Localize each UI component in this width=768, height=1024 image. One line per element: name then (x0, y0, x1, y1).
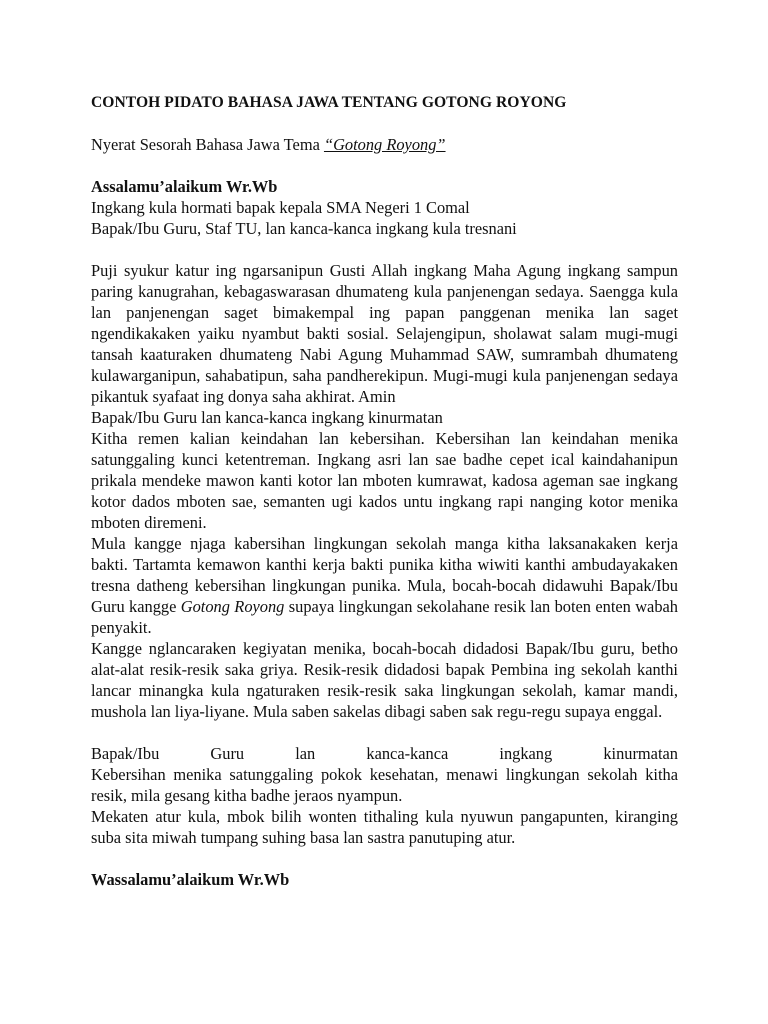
document-page (91, 92, 678, 890)
body-paragraph: Kitha remen kalian keindahan lan kebersihan. Kebersihan lan keindahan menika satunggaling kunci ketentreman. Ingkang asri lan sae badhe cepet ical kaindahanipun prikala mendeke mawon kanti kotor lan mboten kumrawat, kadosa ageman sae ingkang kotor dados mboten sae, semanten ugi kados untu ingkang rapi nanging kotor menika mboten diremeni. (91, 429, 678, 532)
address-word: ingkang (499, 744, 553, 763)
address-word: Bapak/Ibu (91, 744, 160, 763)
closing-greeting: Wassalamu’alaikum Wr.Wb (91, 870, 290, 889)
paragraph-text: Mula kangge njaga kabersihan lingkungan sekolah manga kitha laksanakaken kerja bakti. Tartamta kemawon kanthi kerja bakti punika kitha wiwiti kanthi ambudayakaken tresna datheng kebersihan lingkungan punika. Mula, bocah-bocah didawuhi Bapak/Ibu Guru kangge (91, 534, 678, 616)
body-paragraph: Mekaten atur kula, mbok bilih wonten tithaling kula nyuwun pangapunten, kiranging suba sita miwah tumpang suhing basa lan sastra panutuping atur. (91, 807, 678, 847)
paragraph-text: supaya lingkungan sekolahane resik lan boten enten wabah penyakit. (91, 597, 679, 637)
address-word: kanca-kanca (366, 744, 449, 763)
opening-greeting: Assalamu’alaikum Wr.Wb (91, 177, 278, 196)
opening-block (91, 176, 678, 239)
address-line: Ingkang kula hormati bapak kepala SMA Negeri 1 Comal (91, 198, 470, 217)
body-paragraph (91, 533, 678, 638)
subtitle-prefix: Nyerat Sesorah Bahasa Jawa Tema (91, 135, 324, 154)
body-paragraph: Puji syukur katur ing ngarsanipun Gusti Allah ingkang Maha Agung ingkang sampun paring kanugrahan, kebagaswarasan dhumateng kula panjenengan sedaya. Saengga kula lan panjenengan saget bimakempal ing papan panggenan menika lan saget ngendikakaken yaiku nyambut bakti sosial. Selajengipun, sholawat salam mugi-mugi tansah kaaturaken dhumateng Nabi Agung Muhammad SAW, sumrambah dhumateng kulawarganipun, sahabatipun, saha pandherekipun. Mugi-mugi kula panjenengan sedaya pikantuk syafaat ing donya saha akhirat. Amin (91, 261, 678, 406)
address-line: Bapak/Ibu Guru lan kanca-kanca ingkang kinurmatan (91, 408, 443, 427)
gotong-royong-emphasis: Gotong Royong (180, 597, 285, 616)
address-word: lan (295, 744, 316, 763)
document-title: CONTOH PIDATO BAHASA JAWA TENTANG GOTONG ROYONG (91, 94, 567, 111)
document-subtitle (91, 134, 678, 155)
address-line: Bapak/Ibu Guru, Staf TU, lan kanca-kanca ingkang kula tresnani (91, 219, 517, 238)
address-word: kinurmatan (603, 744, 678, 763)
address-line-justified (91, 743, 678, 764)
body-paragraph: Kangge nglancaraken kegiyatan menika, bocah-bocah didadosi Bapak/Ibu guru, betho alat-alat resik-resik saka griya. Resik-resik didadosi bapak Pembina ing sekolah kanthi lancar minangka kula ngaturaken resik-resik saka lingkungan sekolah, kamar mandi, mushola lan liya-liyane. Mula saben sakelas dibagi saben sak regu-regu supaya enggal. (91, 639, 678, 721)
address-word: Guru (210, 744, 245, 763)
subtitle-theme: “Gotong Royong” (323, 135, 446, 154)
body-paragraph: Kebersihan menika satunggaling pokok kesehatan, menawi lingkungan sekolah kitha resik, mila gesang kitha badhe jeraos nyampun. (91, 765, 678, 805)
